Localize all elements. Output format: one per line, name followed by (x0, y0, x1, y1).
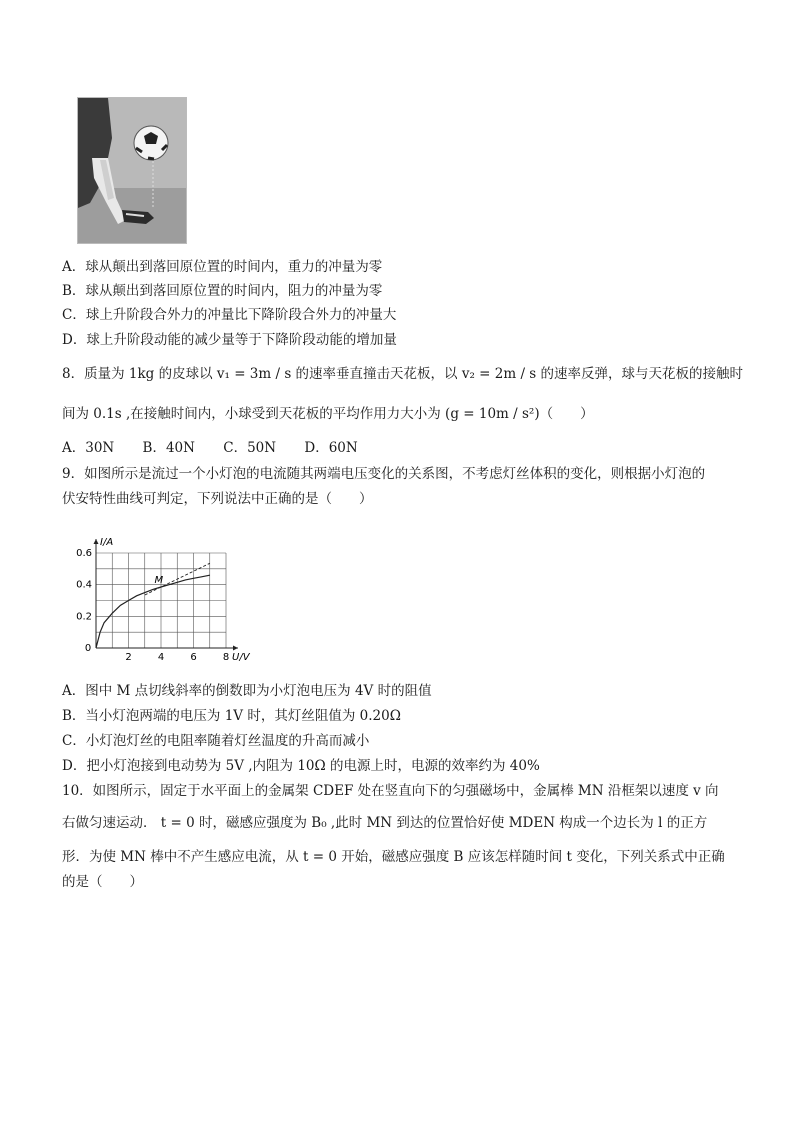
q7-option-b: B．球从颠出到落回原位置的时间内，阻力的冲量为零 (62, 283, 383, 299)
q10-stem-line4: 的是（ ） (62, 874, 143, 890)
x-tick-label: 8 (222, 652, 230, 663)
chart-y-axis-label: I/A (100, 537, 114, 548)
y-tick-label: 0.4 (76, 579, 92, 591)
q8-option-d: D．60N (304, 440, 358, 456)
q9-option-d: D．把小灯泡接到电动势为 5V ,内阻为 10Ω 的电源上时，电源的效率约为 40% (62, 758, 540, 774)
chart-grid (96, 553, 226, 648)
soccer-photo-drawing (78, 98, 186, 243)
chart-tick-labels (76, 548, 229, 663)
chart-series (96, 563, 210, 648)
chart-axes (94, 539, 239, 651)
x-axis-arrow (233, 646, 238, 651)
iv-curve (96, 575, 210, 648)
chart-x-axis-label: U/V (232, 652, 250, 663)
q8-option-a: A．30N (62, 440, 115, 456)
q9-option-c: C．小灯泡灯丝的电阻率随着灯丝温度的升高而减小 (62, 733, 370, 749)
origin-label: 0 (84, 643, 92, 654)
q8-stem-line2: 间为 0.1s ,在接触时间内，小球受到天花板的平均作用力大小为 (g = 10m / s²)（ ） (62, 406, 594, 422)
q10-stem-line1: 10．如图所示，固定于水平面上的金属架 CDEF 处在竖直向下的匀强磁场中，金属棒 MN 沿框架以速度 v 向 (62, 783, 719, 799)
iv-characteristic-chart (66, 530, 266, 670)
q9-stem-line2: 伏安特性曲线可判定，下列说法中正确的是（ ） (62, 491, 373, 507)
x-tick-label: 6 (190, 652, 197, 663)
q7-option-d: D．球上升阶段动能的减少量等于下降阶段动能的增加量 (62, 332, 397, 348)
q8-option-c: C．50N (223, 440, 277, 456)
q10-stem-line3: 形．为使 MN 棒中不产生感应电流，从 t = 0 开始，磁感应强度 B 应该怎样随时间 t 变化，下列关系式中正确 (62, 849, 725, 865)
x-tick-label: 4 (157, 652, 165, 663)
y-tick-label: 0.2 (76, 611, 92, 623)
y-tick-label: 0.6 (76, 548, 92, 559)
q9-option-a: A．图中 M 点切线斜率的倒数即为小灯泡电压为 4V 时的阻值 (62, 683, 432, 699)
q7-option-a: A．球从颠出到落回原位置的时间内，重力的冲量为零 (62, 259, 383, 275)
x-tick-label: 2 (125, 652, 132, 663)
q9-option-b: B．当小灯泡两端的电压为 1V 时，其灯丝阻值为 0.20Ω (62, 708, 401, 724)
q8-stem-line1: 8．质量为 1kg 的皮球以 v₁ = 3m / s 的速率垂直撞击天花板，以 v₂ = 2m / s 的速率反弹，球与天花板的接触时 (62, 366, 744, 382)
q8-options (62, 438, 382, 458)
q7-option-c: C．球上升阶段合外力的冲量比下降阶段合外力的冲量大 (62, 307, 397, 323)
chart-point-label-m: M (154, 575, 164, 587)
y-axis-arrow (94, 539, 99, 544)
soccer-ball-kick-photo (77, 97, 187, 244)
q8-option-b: B．40N (142, 440, 195, 456)
q9-stem-line1: 9．如图所示是流过一个小灯泡的电流随其两端电压变化的关系图，不考虑灯丝体积的变化，则根据小灯泡的 (62, 466, 706, 482)
q10-stem-line2: 右做匀速运动． t = 0 时，磁感应强度为 B₀ ,此时 MN 到达的位置恰好使 MDEN 构成一个边长为 l 的正方 (62, 815, 708, 831)
